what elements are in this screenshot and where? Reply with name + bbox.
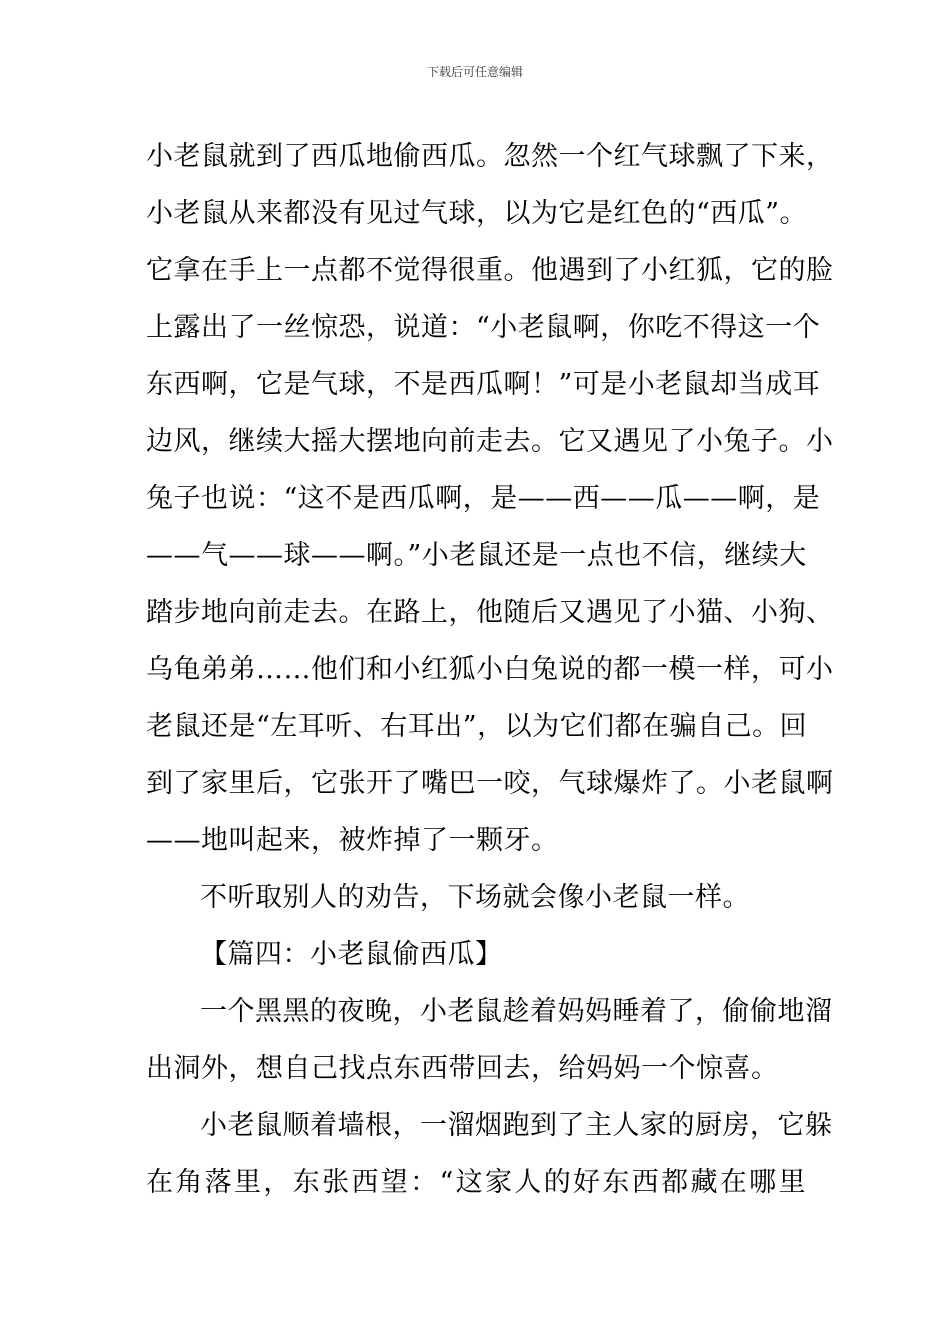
document-body xyxy=(146,128,834,1211)
text-line-paragraph-end: 出洞外，想自己找点东西带回去，给妈妈一个惊喜。 xyxy=(146,1053,779,1084)
text-line: ——气——球——啊。”小老鼠还是一点也不信，继续大 xyxy=(146,540,807,571)
text-line-moral: 不听取别人的劝告，下场就会像小老鼠一样。 xyxy=(200,882,750,913)
text-line: 边风，继续大摇大摆地向前走去。它又遇见了小兔子。小 xyxy=(146,426,834,457)
text-line: 乌龟弟弟……他们和小红狐小白兔说的都一模一样，可小 xyxy=(146,654,834,685)
text-line-paragraph-start: 小老鼠顺着墙根，一溜烟跑到了主人家的厨房，它躲 xyxy=(200,1110,833,1141)
text-line-paragraph-end: ——地叫起来，被炸掉了一颗牙。 xyxy=(146,825,559,856)
text-line: 踏步地向前走去。在路上，他随后又遇见了小猫、小狗、 xyxy=(146,597,834,628)
page-header: 下载后可任意编辑 xyxy=(426,65,523,79)
text-line: 它拿在手上一点都不觉得很重。他遇到了小红狐，它的脸 xyxy=(146,255,834,286)
text-line: 老鼠还是“左耳听、右耳出”，以为它们都在骗自己。回 xyxy=(146,711,808,742)
text-line: 东西啊，它是气球，不是西瓜啊！”可是小老鼠却当成耳 xyxy=(146,369,821,400)
text-line: 小老鼠从来都没有见过气球，以为它是红色的“西瓜”。 xyxy=(146,198,808,229)
section-heading: 【篇四：小老鼠偷西瓜】 xyxy=(200,939,503,970)
text-line-paragraph-start: 一个黑黑的夜晚，小老鼠趁着妈妈睡着了，偷偷地溜 xyxy=(200,996,833,1027)
text-line: 上露出了一丝惊恐，说道：“小老鼠啊，你吃不得这一个 xyxy=(146,312,821,343)
text-line: 到了家里后，它张开了嘴巴一咬，气球爆炸了。小老鼠啊 xyxy=(146,768,834,799)
text-line: 小老鼠就到了西瓜地偷西瓜。忽然一个红气球飘了下来， xyxy=(146,141,834,172)
text-line: 兔子也说：“这不是西瓜啊，是——西——瓜——啊，是 xyxy=(146,483,821,514)
text-line: 在角落里，东张西望：“这家人的好东西都藏在哪里 xyxy=(146,1167,806,1198)
